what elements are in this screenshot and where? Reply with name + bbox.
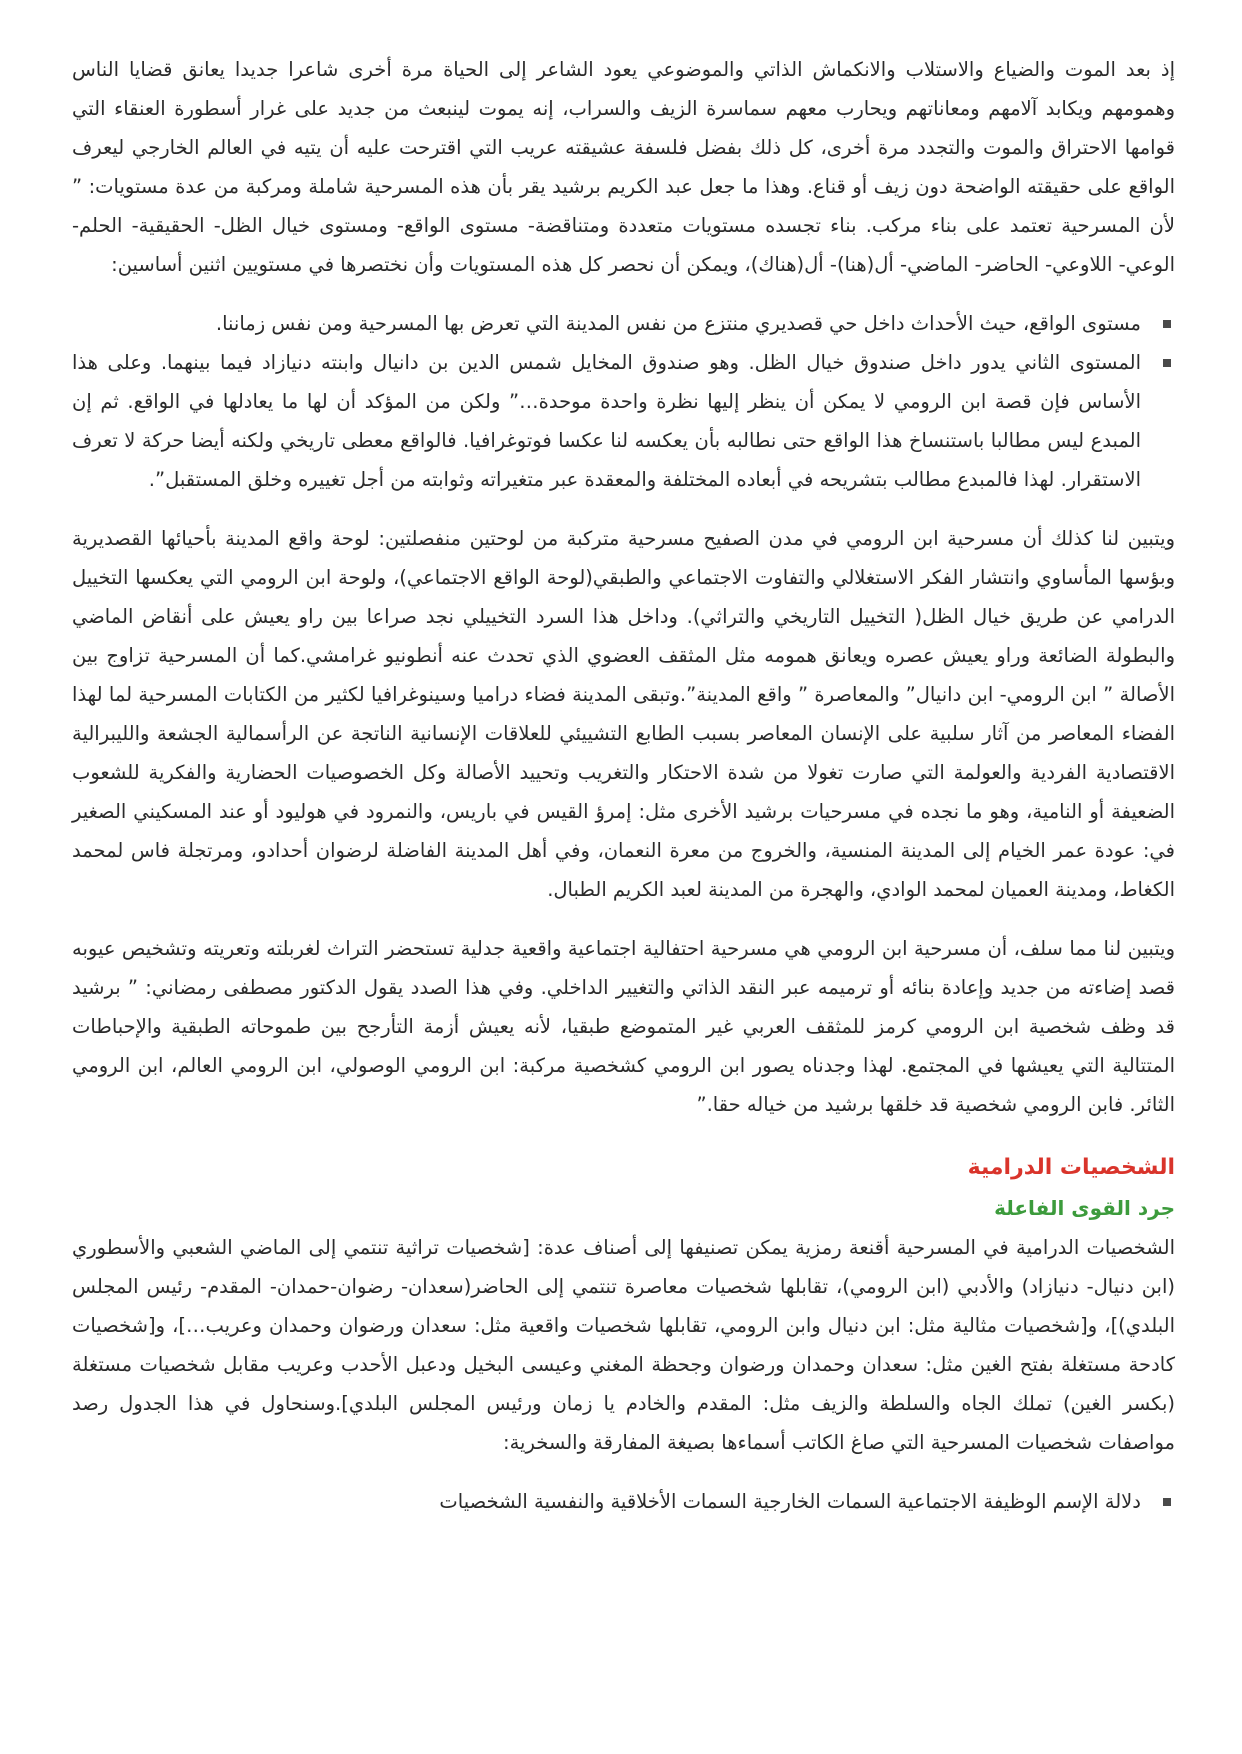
list-item-text: مستوى الواقع، حيث الأحداث داخل حي قصديري منتزع من نفس المدينة التي تعرض بها المسرحية ومن نفس زماننا. <box>215 312 1141 335</box>
list-item-text: دلالة الإسم الوظيفة الاجتماعية السمات الخارجية السمات الأخلاقية والنفسية الشخصيات <box>439 1490 1141 1513</box>
paragraph-conclusion: ويتبين لنا مما سلف، أن مسرحية ابن الرومي هي مسرحية احتفالية اجتماعية واقعية جدلية تستحضر التراث لغربلته وتعريته وتشخيص عيوبه قصد إضاءته من جديد وإعادة بنائه أو ترميمه عبر النقد الذاتي والتغيير الداخلي. وفي هذا الصدد يقول الدكتور مصطفى رمضاني: ” برشيد قد وظف شخصية ابن الرومي كرمز للمثقف العربي غير المتموضع طبقيا، لأنه يعيش أزمة التأرجح بين طموحاته الطبقية والإحباطات المتتالية التي يعيشها في المجتمع. لهذا وجدناه يصور ابن الرومي كشخصية مركبة: ابن الرومي الوصولي، ابن الرومي العالم، ابن الرومي الثائر. فابن الرومي شخصية قد خلقها برشيد من خياله حقا.” <box>72 937 1175 1116</box>
section-heading: الشخصيات الدرامية <box>967 1155 1175 1180</box>
square-bullet-icon <box>1163 359 1171 367</box>
list-item <box>72 343 1175 499</box>
list-item <box>72 1482 1175 1521</box>
paragraph-characters: الشخصيات الدرامية في المسرحية أقنعة رمزية يمكن تصنيفها إلى أصناف عدة: [شخصيات تراثية تنتمي إلى الماضي الشعبي والأسطوري (ابن دنيال- دنيازاد) والأدبي (ابن الرومي)، تقابلها شخصيات معاصرة تنتمي إلى الحاضر(سعدان- رضوان-حمدان- المقدم- رئيس المجلس البلدي)]، و[شخصيات مثالية مثل: ابن دنيال وابن الرومي، تقابلها شخصيات واقعية مثل: سعدان ورضوان وحمدان وعريب…]، و[شخصيات كادحة مستغلة بفتح الغين مثل: سعدان وحمدان ورضوان وجحظة المغني وعيسى البخيل ودعبل الأحدب وعريب مقابل شخصيات مستغلة (بكسر الغين) تملك الجاه والسلطة والزيف مثل: المقدم والخادم يا زمان ورئيس المجلس البلدي].وسنحاول في هذا الجدول رصد مواصفات شخصيات المسرحية التي صاغ الكاتب أسماءها بصيغة المفارقة والسخرية: <box>72 1236 1175 1454</box>
subsection-heading: جرد القوى الفاعلة <box>994 1196 1175 1220</box>
list-item-text: المستوى الثاني يدور داخل صندوق خيال الظل. وهو صندوق المخايل شمس الدين بن دانيال وابنته دنيازاد فيما بينهما. وعلى هذا الأساس فإن قصة ابن الرومي لا يمكن أن ينظر إليها نظرة واحدة موحدة…” ولكن من المؤكد أن لها ما يعادلها في الواقع. ثم إن المبدع ليس مطالبا باستنساخ هذا الواقع حتى نطالبه بأن يعكسه لنا عكسا فوتوغرافيا. فالواقع معطى تاريخي ولكنه أيضا حركة لا تعرف الاستقرار. لهذا فالمبدع مطالب بتشريحه في أبعاده المختلفة والمعقدة عبر متغيراته وثوابته من أجل تغييره وخلق المستقبل”. <box>72 351 1141 491</box>
article-body <box>72 50 1175 1521</box>
paragraph-city: ويتبين لنا كذلك أن مسرحية ابن الرومي في مدن الصفيح مسرحية متركبة من لوحتين منفصلتين: لوحة واقع المدينة بأحيائها القصديرية وبؤسها المأساوي وانتشار الفكر الاستغلالي والتفاوت الاجتماعي والطبقي(لوحة الواقع الاجتماعي)، ولوحة ابن الرومي التي يعكسها التخييل الدرامي عن طريق خيال الظل( التخييل التاريخي والتراثي). وداخل هذا السرد التخييلي نجد صراعا بين راو يعيش على أنقاض الماضي والبطولة الضائعة وراو يعيش عصره ويعانق همومه مثل المثقف العضوي الذي تحدث عنه أنطونيو غرامشي.كما أن المسرحية تزاوج بين الأصالة ” ابن الرومي- ابن دانيال” والمعاصرة ” واقع المدينة”.وتبقى المدينة فضاء دراميا وسينوغرافيا لكثير من الكتابات المسرحية لما لهذا الفضاء المعاصر من آثار سلبية على الإنسان المعاصر بسبب الطابع التشييئي للعلاقات الإنسانية الناتجة عن الرأسمالية الجشعة والليبرالية الاقتصادية الفردية والعولمة التي صارت تغولا من شدة الاحتكار والتغريب وتحييد الأصالة وكل الخصوصيات الحضارية والفكرية للشعوب الضعيفة أو النامية، وهو ما نجده في مسرحيات برشيد الأخرى مثل: إمرؤ القيس في باريس، والنمرود في هوليود أو عند المسكيني الصغير في: عودة عمر الخيام إلى المدينة المنسية، والخروج من معرة النعمان، وفي أهل المدينة الفاضلة لرضوان أحدادو، ومرتجلة فاس لمحمد الكغاط، ومدينة العميان لمحمد الوادي، والهجرة من المدينة لعبد الكريم الطبال. <box>72 527 1175 901</box>
square-bullet-icon <box>1163 320 1171 328</box>
table-columns-bullet-list <box>72 1482 1175 1521</box>
paragraph-intro: إذ بعد الموت والضياع والاستلاب والانكماش الذاتي والموضوعي يعود الشاعر إلى الحياة مرة أخرى شاعرا جديدا يعانق قضايا الناس وهمومهم ويكابد آلامهم ومعاناتهم ويحارب معهم سماسرة الزيف والسراب، إنه يموت لينبعث من جديد على غرار أسطورة العنقاء التي قوامها الاحتراق والموت والتجدد مرة أخرى، كل ذلك بفضل فلسفة عشيقته عريب التي اقترحت عليه أن يتيه في العالم الخارجي ليعرف الواقع على حقيقته الواضحة دون زيف أو قناع. وهذا ما جعل عبد الكريم برشيد يقر بأن هذه المسرحية شاملة ومركبة من عدة مستويات: ” لأن المسرحية تعتمد على بناء مركب. بناء تجسده مستويات متعددة ومتناقضة- مستوى الواقع- ومستوى خيال الظل- الحقيقية- الحلم- الوعي- اللاوعي- الحاضر- الماضي- أل(هنا)- أل(هناك)، ويمكن أن نحصر كل هذه المستويات وأن نختصرها في مستويين اثنين أساسين: <box>72 58 1175 276</box>
square-bullet-icon <box>1163 1498 1171 1506</box>
levels-bullet-list <box>72 304 1175 499</box>
list-item <box>72 304 1175 343</box>
